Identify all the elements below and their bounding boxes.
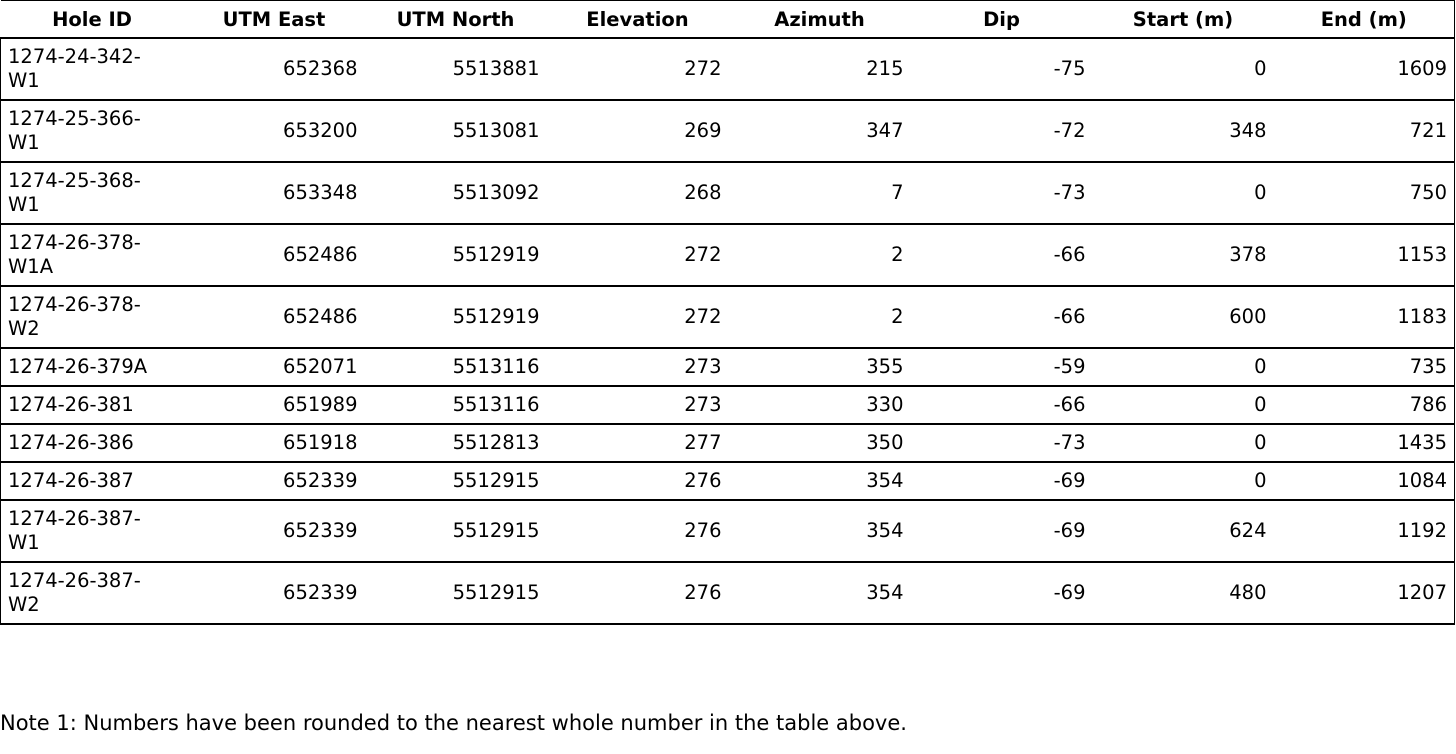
utm-north-cell: 5512915 (365, 562, 547, 624)
elevation-cell: 269 (547, 100, 729, 162)
utm-east-cell: 653348 (184, 162, 365, 224)
table-row (1, 386, 1455, 424)
table-header (1, 1, 1455, 39)
hole-id-cell (1, 562, 184, 624)
header-end: End (m) (1274, 1, 1455, 39)
azimuth-cell: 2 (729, 224, 911, 286)
start-cell: 600 (1093, 286, 1274, 348)
elevation-cell: 272 (547, 38, 729, 100)
hole-id-line: W2 (8, 317, 40, 340)
dip-cell: -73 (911, 162, 1093, 224)
hole-id-cell (1, 500, 184, 562)
dip-cell: -66 (911, 224, 1093, 286)
utm-east-cell: 652368 (184, 38, 365, 100)
table-row (1, 348, 1455, 386)
elevation-cell: 272 (547, 224, 729, 286)
hole-id-line: 1274-26-387- (8, 569, 141, 592)
header-elevation: Elevation (547, 1, 729, 39)
header-utm-north: UTM North (365, 1, 547, 39)
hole-id-line: 1274-25-366- (8, 107, 141, 130)
start-cell: 0 (1093, 348, 1274, 386)
hole-id-line: W1 (8, 69, 40, 92)
elevation-cell: 268 (547, 162, 729, 224)
start-cell: 378 (1093, 224, 1274, 286)
start-cell: 0 (1093, 462, 1274, 500)
elevation-cell: 273 (547, 348, 729, 386)
utm-north-cell: 5512915 (365, 500, 547, 562)
dip-cell: -73 (911, 424, 1093, 462)
header-utm-east: UTM East (184, 1, 365, 39)
header-start: Start (m) (1093, 1, 1274, 39)
footnote: Note 1: Numbers have been rounded to the nearest whole number in the table above. (0, 711, 907, 735)
dip-cell: -75 (911, 38, 1093, 100)
hole-id-line: 1274-26-381 (8, 393, 134, 416)
dip-cell: -59 (911, 348, 1093, 386)
start-cell: 348 (1093, 100, 1274, 162)
azimuth-cell: 347 (729, 100, 911, 162)
end-cell: 1084 (1274, 462, 1455, 500)
table-row (1, 424, 1455, 462)
utm-east-cell: 652339 (184, 500, 365, 562)
hole-id-cell (1, 100, 184, 162)
hole-id-line: W2 (8, 593, 40, 616)
utm-north-cell: 5513081 (365, 100, 547, 162)
start-cell: 480 (1093, 562, 1274, 624)
utm-north-cell: 5513092 (365, 162, 547, 224)
hole-id-cell (1, 462, 184, 500)
utm-north-cell: 5512919 (365, 224, 547, 286)
azimuth-cell: 350 (729, 424, 911, 462)
utm-east-cell: 652071 (184, 348, 365, 386)
header-hole-id: Hole ID (1, 1, 184, 39)
hole-id-cell (1, 386, 184, 424)
utm-east-cell: 652339 (184, 562, 365, 624)
hole-id-cell (1, 38, 184, 100)
header-dip: Dip (911, 1, 1093, 39)
start-cell: 0 (1093, 386, 1274, 424)
azimuth-cell: 2 (729, 286, 911, 348)
table-row (1, 224, 1455, 286)
header-azimuth: Azimuth (729, 1, 911, 39)
end-cell: 1207 (1274, 562, 1455, 624)
end-cell: 1435 (1274, 424, 1455, 462)
azimuth-cell: 355 (729, 348, 911, 386)
elevation-cell: 272 (547, 286, 729, 348)
azimuth-cell: 354 (729, 462, 911, 500)
table-row (1, 38, 1455, 100)
end-cell: 1183 (1274, 286, 1455, 348)
utm-east-cell: 652486 (184, 286, 365, 348)
end-cell: 1153 (1274, 224, 1455, 286)
end-cell: 721 (1274, 100, 1455, 162)
table-row (1, 100, 1455, 162)
utm-east-cell: 651918 (184, 424, 365, 462)
azimuth-cell: 215 (729, 38, 911, 100)
dip-cell: -69 (911, 500, 1093, 562)
dip-cell: -66 (911, 286, 1093, 348)
end-cell: 1192 (1274, 500, 1455, 562)
hole-id-line: 1274-26-386 (8, 431, 134, 454)
hole-id-line: 1274-25-368- (8, 169, 141, 192)
start-cell: 0 (1093, 38, 1274, 100)
start-cell: 0 (1093, 162, 1274, 224)
hole-id-cell (1, 162, 184, 224)
hole-id-line: W1 (8, 531, 40, 554)
hole-id-line: 1274-24-342- (8, 45, 141, 68)
hole-id-line: W1A (8, 255, 54, 278)
start-cell: 624 (1093, 500, 1274, 562)
utm-north-cell: 5512813 (365, 424, 547, 462)
dip-cell: -72 (911, 100, 1093, 162)
dip-cell: -69 (911, 562, 1093, 624)
elevation-cell: 273 (547, 386, 729, 424)
hole-id-cell (1, 224, 184, 286)
utm-north-cell: 5512919 (365, 286, 547, 348)
table-row (1, 286, 1455, 348)
elevation-cell: 276 (547, 500, 729, 562)
utm-east-cell: 652339 (184, 462, 365, 500)
utm-north-cell: 5513881 (365, 38, 547, 100)
elevation-cell: 277 (547, 424, 729, 462)
utm-east-cell: 653200 (184, 100, 365, 162)
utm-east-cell: 651989 (184, 386, 365, 424)
hole-id-cell (1, 424, 184, 462)
hole-id-line: W1 (8, 193, 40, 216)
utm-east-cell: 652486 (184, 224, 365, 286)
start-cell: 0 (1093, 424, 1274, 462)
table-body (1, 38, 1455, 624)
hole-id-cell (1, 286, 184, 348)
hole-id-line: 1274-26-387 (8, 469, 134, 492)
table-row (1, 562, 1455, 624)
azimuth-cell: 354 (729, 500, 911, 562)
table-row (1, 500, 1455, 562)
hole-id-line: 1274-26-378- (8, 231, 141, 254)
end-cell: 750 (1274, 162, 1455, 224)
hole-id-line: 1274-26-387- (8, 507, 141, 530)
azimuth-cell: 7 (729, 162, 911, 224)
hole-id-line: W1 (8, 131, 40, 154)
end-cell: 735 (1274, 348, 1455, 386)
azimuth-cell: 330 (729, 386, 911, 424)
table-row (1, 162, 1455, 224)
elevation-cell: 276 (547, 562, 729, 624)
hole-id-line: 1274-26-378- (8, 293, 141, 316)
dip-cell: -66 (911, 386, 1093, 424)
table-row (1, 462, 1455, 500)
dip-cell: -69 (911, 462, 1093, 500)
elevation-cell: 276 (547, 462, 729, 500)
utm-north-cell: 5512915 (365, 462, 547, 500)
utm-north-cell: 5513116 (365, 348, 547, 386)
end-cell: 1609 (1274, 38, 1455, 100)
azimuth-cell: 354 (729, 562, 911, 624)
header-row (1, 1, 1455, 39)
hole-id-line: 1274-26-379A (8, 355, 148, 378)
hole-id-cell (1, 348, 184, 386)
utm-north-cell: 5513116 (365, 386, 547, 424)
end-cell: 786 (1274, 386, 1455, 424)
